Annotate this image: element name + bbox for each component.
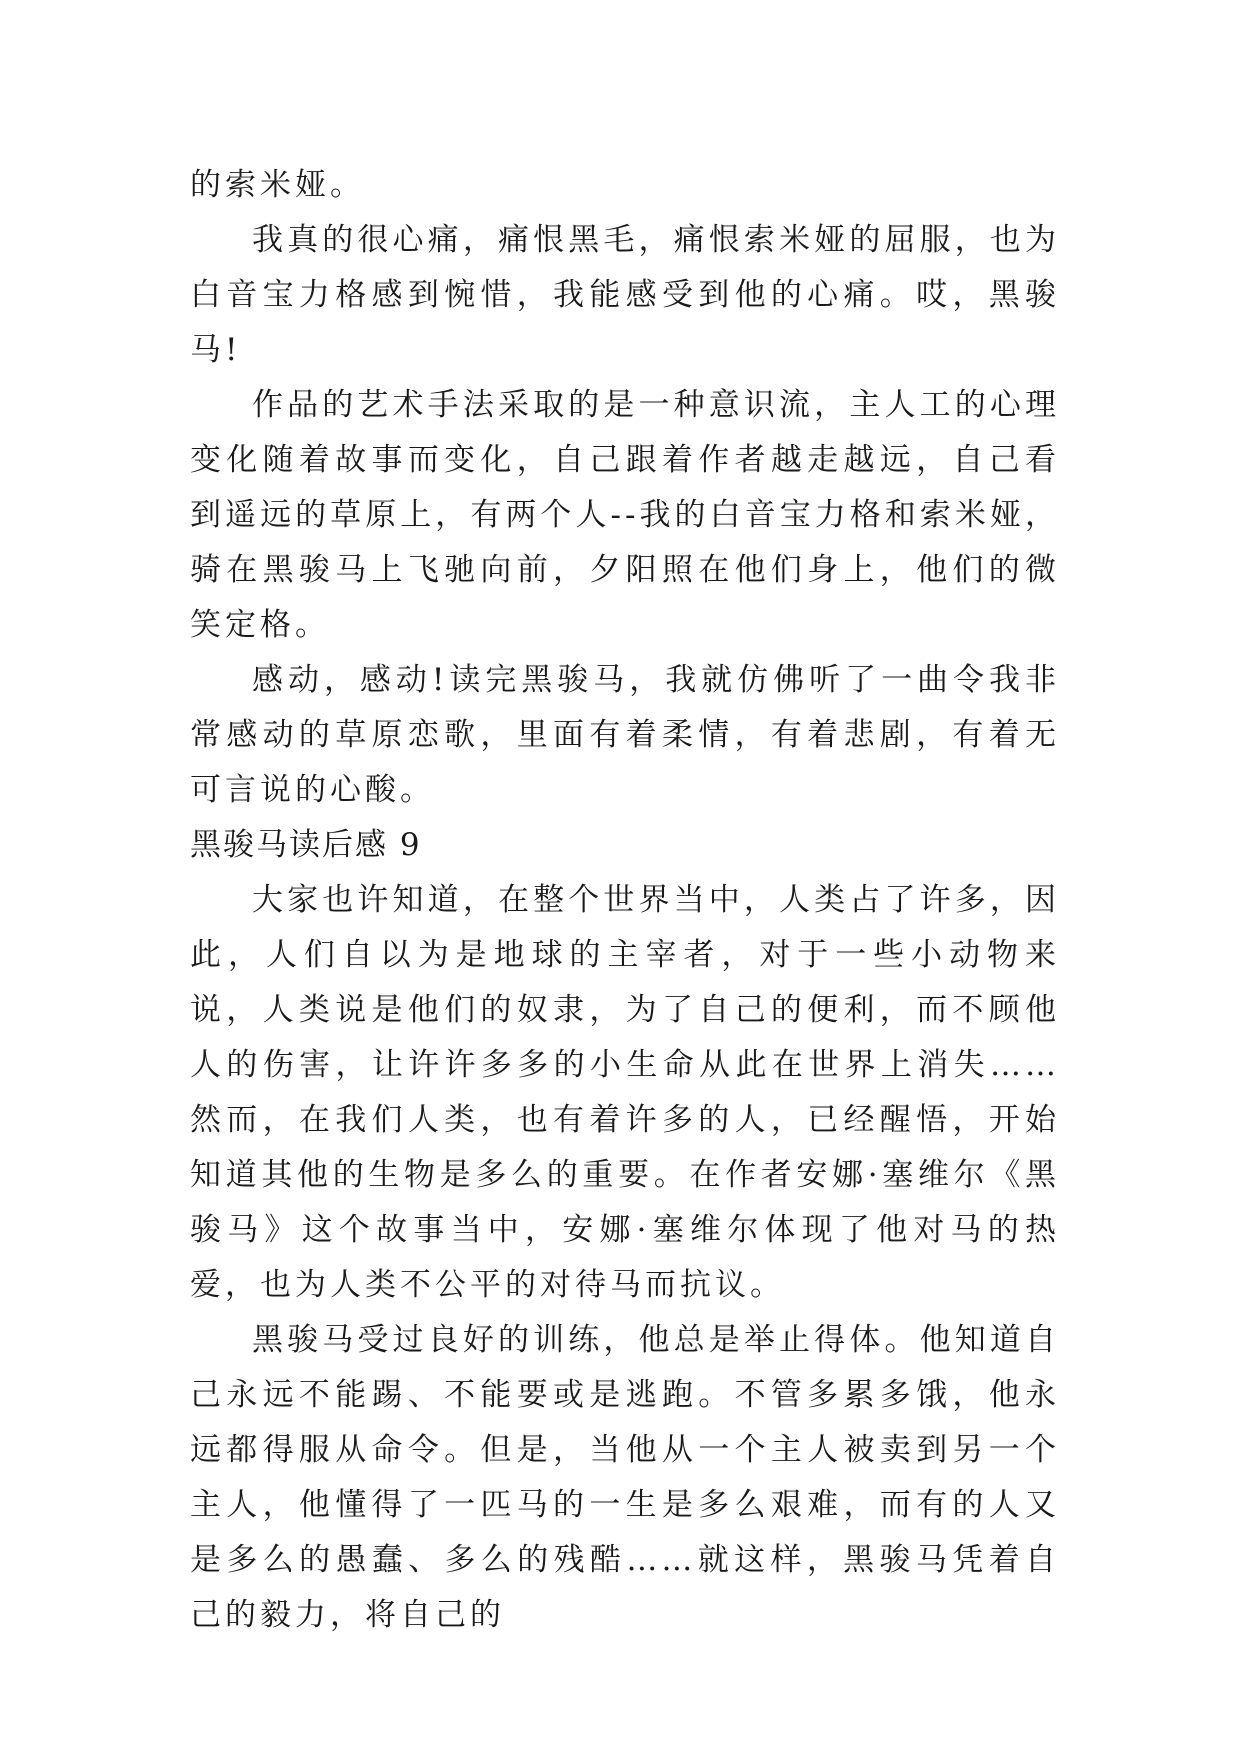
section-heading: 黑骏马读后感 9 [190,827,422,863]
paragraph: 黑骏马受过良好的训练，他总是举止得体。他知道自己永远不能踢、不能要或是逃跑。不管多累多饿，他永远都得服从命令。但是，当他从一个主人被卖到另一个主人，他懂得了一匹马的一生是多么艰难，而有的人又是多么的愚蠢、多么的残酷……就这样，黑骏马凭着自己的毅力，将自己的 [190,1322,1060,1633]
paragraph: 我真的很心痛，痛恨黑毛，痛恨索米娅的屈服，也为白音宝力格感到惋惜，我能感受到他的心痛。哎，黑骏马! [190,222,1060,368]
paragraph-continued: 的索米娅。 [190,167,365,203]
paragraph: 大家也许知道，在整个世界当中，人类占了许多，因此，人们自以为是地球的主宰者，对于一些小动物来说，人类说是他们的奴隶，为了自己的便利，而不顾他人的伤害，让许许多多的小生命从此在世界上消失……然而，在我们人类，也有着许多的人，已经醒悟，开始知道其他的生物是多么的重要。在作者安娜·塞维尔《黑骏马》这个故事当中，安娜·塞维尔体现了他对马的热爱，也为人类不公平的对待马而抗议。 [190,882,1060,1303]
paragraph: 作品的艺术手法采取的是一种意识流，主人工的心理变化随着故事而变化，自己跟着作者越走越远，自己看到遥远的草原上，有两个人--我的白音宝力格和索米娅，骑在黑骏马上飞驰向前，夕阳照在他们身上，他们的微笑定格。 [190,387,1060,643]
document-body [190,158,1060,1643]
paragraph: 感动，感动!读完黑骏马，我就仿佛听了一曲令我非常感动的草原恋歌，里面有着柔情，有着悲剧，有着无可言说的心酸。 [190,662,1060,808]
